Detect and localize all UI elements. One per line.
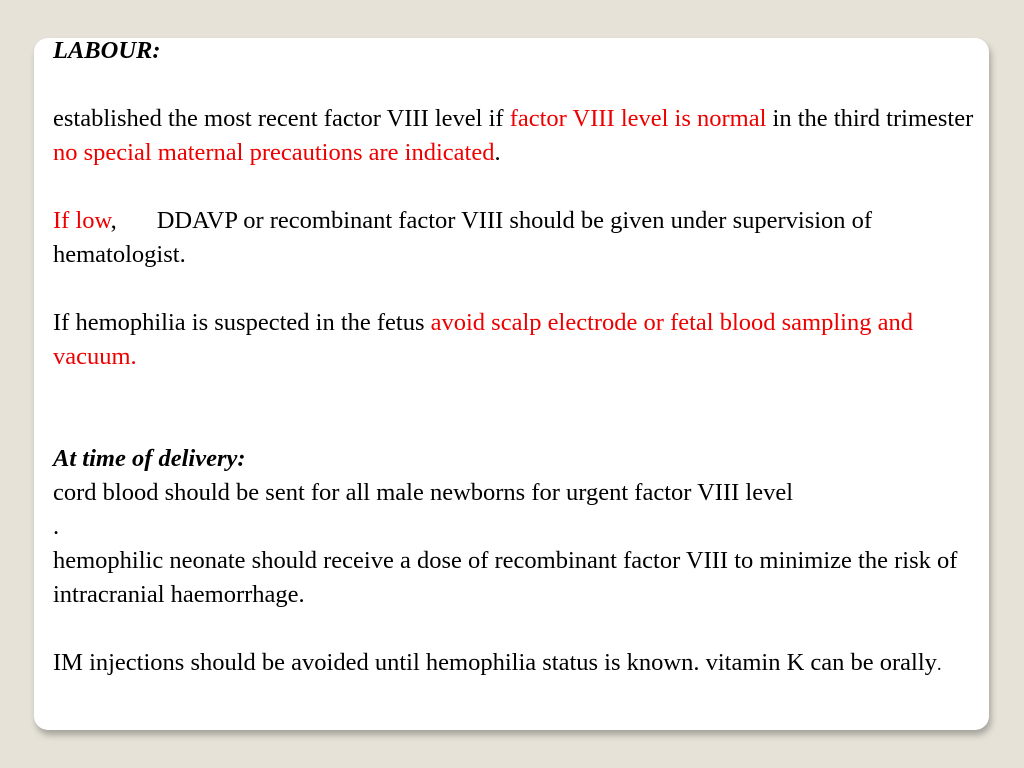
text-segment: DDAVP or recombinant factor VIII should be given under supervision of hematologist. — [53, 207, 873, 268]
paragraph-im-injections — [53, 646, 983, 682]
highlight-text: avoid scalp electrode or fetal blood sampling and vacuum. — [53, 309, 913, 370]
slide-card — [34, 38, 989, 730]
delivery-line-period: . — [53, 513, 60, 540]
highlight-text: factor VIII level is normal — [509, 105, 767, 132]
section-title-delivery: At time of delivery: — [53, 445, 246, 472]
highlight-text: If low — [53, 207, 111, 234]
section-title-labour: LABOUR: — [53, 37, 161, 64]
delivery-line-cord-blood: cord blood should be sent for all male newborns for urgent factor VIII level — [53, 479, 794, 506]
text-segment: IM injections should be avoided until hemophilia status is known. vitamin K can be orally — [53, 649, 937, 676]
paragraph-if-low — [53, 204, 983, 272]
text-segment: established the most recent factor VIII level if — [53, 105, 510, 132]
delivery-line-neonate: hemophilic neonate should receive a dose of recombinant factor VIII to minimize the risk of intracranial haemorrhage. — [53, 547, 958, 608]
paragraph-fetus — [53, 306, 983, 374]
text-segment: . — [936, 654, 942, 675]
slide-content — [53, 34, 983, 682]
highlight-text: no special maternal precautions are indicated — [53, 139, 495, 166]
text-segment: in the third trimester — [766, 105, 974, 132]
text-segment: , — [110, 207, 117, 234]
paragraph-factor-level — [53, 102, 983, 170]
text-segment: . — [494, 139, 501, 166]
text-segment: If hemophilia is suspected in the fetus — [53, 309, 431, 336]
